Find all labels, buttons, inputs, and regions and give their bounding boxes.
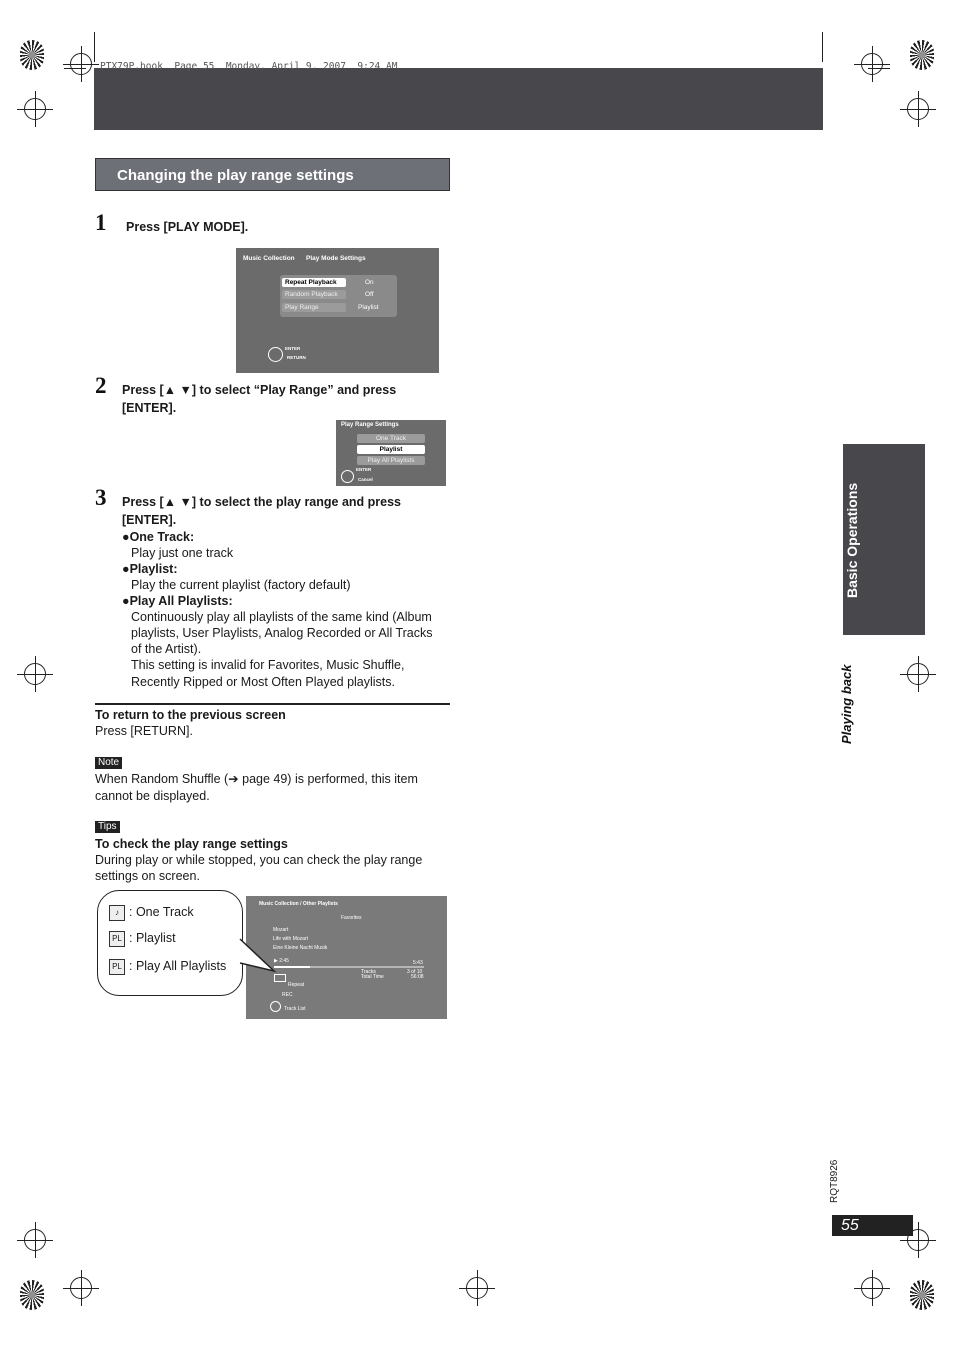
document-code: RQT8926 — [829, 1159, 840, 1203]
menu-item[interactable]: Repeat Playback — [282, 278, 346, 287]
crosshair-icon — [861, 1277, 883, 1299]
dpad-icon — [341, 470, 354, 483]
registration-disc-icon — [20, 1280, 44, 1310]
track-length: 5:43 — [413, 960, 423, 966]
range-option[interactable]: Play All Playlists — [357, 456, 425, 465]
range-option[interactable]: One Track — [357, 434, 425, 443]
screen-crumb: Music Collection — [243, 255, 295, 262]
note-text: cannot be displayed. — [95, 789, 210, 803]
top-header-bar — [94, 68, 823, 130]
step-2-text: Press [▲ ▼] to select “Play Range” and press — [122, 383, 397, 397]
time-label: Total Time — [361, 974, 384, 980]
step-number: 1 — [95, 210, 107, 235]
crosshair-icon — [861, 53, 883, 75]
option-desc: Play just one track — [131, 546, 234, 560]
tips-title: To check the play range settings — [95, 837, 288, 851]
tracks-label: Tracks — [361, 969, 376, 975]
option-desc: This setting is invalid for Favorites, Music Shuffle, — [131, 658, 405, 672]
screen-crumb: Play Mode Settings — [306, 255, 366, 262]
play-range-settings-screen — [336, 420, 446, 486]
step-number: 2 — [95, 373, 107, 398]
crosshair-icon — [466, 1277, 488, 1299]
return-text: Press [RETURN]. — [95, 724, 193, 738]
option-desc: Recently Ripped or Most Often Played playlists. — [131, 675, 396, 689]
time-value: 56:08 — [411, 974, 424, 980]
step-number: 3 — [95, 485, 107, 510]
tips-badge: Tips — [95, 821, 120, 833]
enter-hint: ENTER — [356, 467, 372, 472]
page-number: 55 — [841, 1217, 859, 1234]
step-3-text: Press [▲ ▼] to select the play range and press — [122, 495, 402, 509]
legend-item: PL : Playlist — [109, 930, 176, 947]
file-header: PTX79P.book Page 55 Monday, April 9, 2007 9:24 AM — [100, 61, 398, 72]
play-mode-settings-screen — [236, 248, 439, 373]
option-desc: playlists, User Playlists, Analog Recorded or All Tracks — [131, 626, 433, 640]
return-hint: RETURN — [287, 355, 306, 360]
play-range-indicator-icon — [274, 974, 286, 982]
crosshair-icon — [24, 1229, 46, 1251]
repeat-indicator: Repeat — [288, 982, 305, 988]
track-name: Eine Kleine Nacht Musik — [273, 945, 328, 951]
menu-value: Off — [365, 291, 374, 298]
option-desc: Play the current playlist (factory default) — [131, 578, 351, 592]
sidebar-sublabel: Playing back — [839, 664, 854, 744]
crosshair-icon — [907, 98, 929, 120]
tracks-value: 3 of 10 — [407, 969, 423, 975]
elapsed-time: ▶ 2:45 — [274, 958, 289, 964]
crosshair-icon — [24, 663, 46, 685]
enter-hint: ENTER — [285, 346, 301, 351]
legend-item: PL : Play All Playlists — [109, 958, 226, 975]
option-name: Play All Playlists: — [129, 594, 233, 608]
crop-mark — [868, 68, 890, 69]
screen-title: Play Range Settings — [341, 422, 399, 428]
cancel-hint: Cancel — [358, 477, 373, 482]
one-track-icon: ♪ — [109, 905, 125, 921]
step-1-text: Press [PLAY MODE]. — [126, 220, 249, 234]
divider — [95, 703, 450, 705]
menu-item[interactable]: Random Playback — [282, 290, 346, 299]
menu-value: Playlist — [358, 304, 379, 311]
crop-mark — [64, 68, 86, 69]
option-play-all: ●Play All Playlists: — [122, 594, 233, 608]
menu-item[interactable]: Play Range — [282, 303, 346, 312]
dpad-icon — [270, 1001, 281, 1012]
option-name: Playlist: — [129, 562, 178, 576]
rec-indicator: REC — [282, 992, 293, 998]
album-name: Life with Mozart — [273, 936, 309, 942]
crosshair-icon — [24, 98, 46, 120]
return-title: To return to the previous screen — [95, 708, 286, 722]
playlist-name: Favorites — [341, 915, 362, 921]
range-option[interactable]: Playlist — [357, 445, 425, 454]
registration-disc-icon — [20, 40, 44, 70]
screen-crumb: Music Collection / Other Playlists — [259, 901, 338, 907]
play-all-playlists-icon: PL — [109, 959, 125, 975]
step-3-text-cont: [ENTER]. — [122, 513, 177, 527]
option-desc: of the Artist). — [131, 642, 202, 656]
legend-item: ♪ : One Track — [109, 904, 194, 921]
option-playlist: ●Playlist: — [122, 562, 178, 576]
crosshair-icon — [70, 53, 92, 75]
option-one-track: ●One Track: — [122, 530, 195, 544]
note-badge: Note — [95, 757, 122, 769]
artist-name: Mozart — [273, 927, 289, 933]
section-title: Changing the play range settings — [95, 158, 450, 191]
track-list-hint: Track List — [284, 1006, 306, 1012]
dpad-icon — [268, 347, 283, 362]
menu-value: On — [365, 279, 374, 286]
progress-bar — [274, 966, 424, 968]
progress-fill — [274, 966, 310, 968]
callout-pointer — [238, 935, 278, 975]
note-text: When Random Shuffle (➔ page 49) is performed, this item — [95, 772, 418, 786]
sidebar-label: Basic Operations — [844, 482, 860, 598]
option-desc: Continuously play all playlists of the same kind (Album — [131, 610, 432, 624]
crop-mark — [822, 32, 823, 62]
crosshair-icon — [70, 1277, 92, 1299]
registration-disc-icon — [910, 1280, 934, 1310]
registration-disc-icon — [910, 40, 934, 70]
tips-text: settings on screen. — [95, 869, 200, 883]
playlist-icon: PL — [109, 931, 125, 947]
tips-text: During play or while stopped, you can check the play range — [95, 853, 423, 867]
step-2-text-cont: [ENTER]. — [122, 401, 177, 415]
crop-mark — [94, 32, 95, 62]
crosshair-icon — [907, 663, 929, 685]
option-name: One Track: — [129, 530, 195, 544]
